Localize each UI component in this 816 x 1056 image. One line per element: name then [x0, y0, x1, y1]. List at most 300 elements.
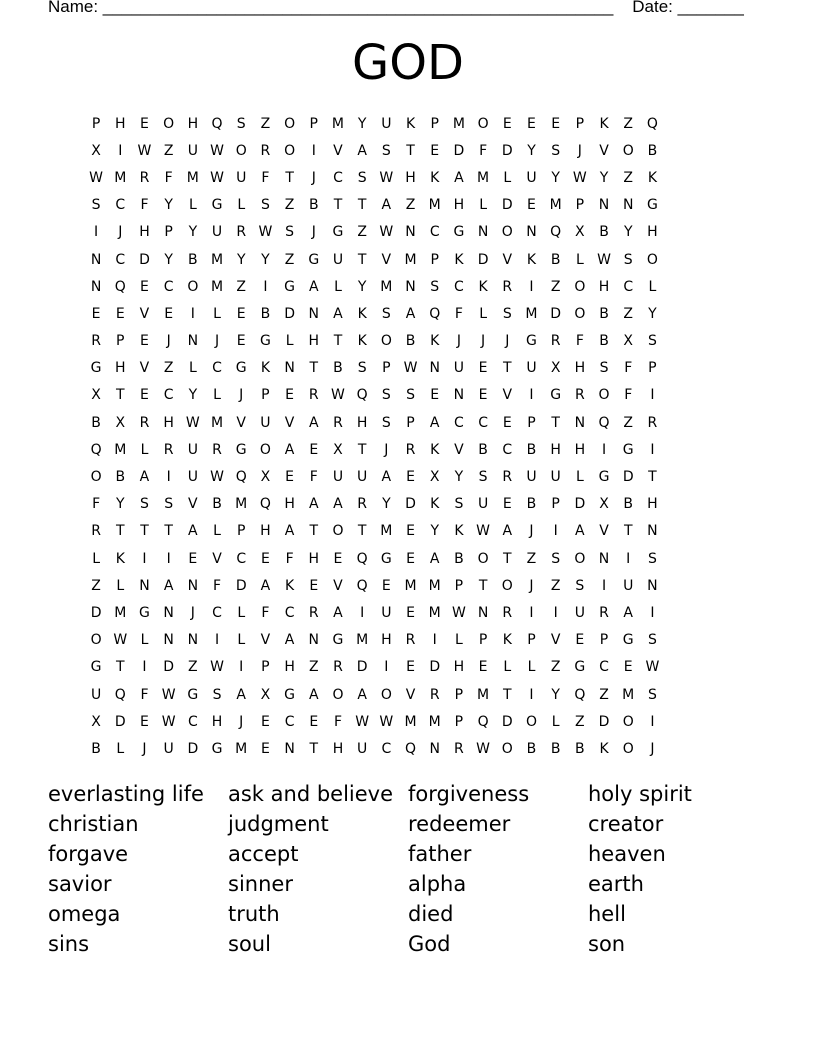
grid-letter: A: [357, 142, 367, 159]
grid-letter: S: [381, 305, 391, 322]
grid-letter: U: [90, 686, 102, 703]
grid-letter: I: [601, 577, 607, 594]
grid-letter: J: [650, 740, 655, 757]
grid-letter: P: [527, 414, 536, 431]
grid-letter: W: [403, 360, 418, 377]
grid-letter: P: [430, 251, 439, 268]
grid-letter: D: [187, 740, 199, 757]
grid-letter: X: [91, 142, 101, 159]
grid-letter: Q: [356, 550, 368, 567]
grid-letter: C: [163, 387, 174, 404]
grid-letter: W: [210, 659, 224, 676]
grid-letter: D: [114, 713, 126, 730]
grid-letter: A: [502, 523, 513, 540]
grid-letter: X: [91, 387, 101, 404]
grid-letter: E: [430, 387, 440, 404]
grid-letter: L: [575, 469, 584, 486]
grid-letter: P: [236, 523, 246, 540]
grid-letter: K: [526, 251, 537, 268]
grid-letter: O: [477, 115, 489, 132]
grid-letter: R: [405, 441, 416, 458]
grid-letter: Q: [114, 686, 126, 703]
grid-row: [84, 491, 744, 518]
grid-letter: D: [453, 142, 465, 159]
grid-letter: L: [237, 197, 246, 214]
grid-letter: G: [622, 632, 634, 649]
grid-letter: A: [381, 197, 392, 214]
grid-letter: F: [309, 469, 318, 486]
word-list-item: sinner: [228, 872, 293, 896]
grid-letter: F: [285, 550, 294, 567]
grid-letter: V: [502, 387, 513, 404]
word-list-item: son: [588, 932, 626, 956]
grid-letter: N: [163, 604, 174, 621]
grid-letter: H: [647, 224, 658, 241]
grid-letter: T: [357, 251, 367, 268]
word-list-item: hell: [588, 902, 626, 926]
grid-letter: D: [163, 659, 175, 676]
grid-letter: N: [163, 632, 174, 649]
grid-letter: S: [164, 496, 174, 513]
grid-letter: C: [212, 360, 222, 377]
grid-letter: W: [258, 224, 273, 241]
grid-letter: K: [454, 251, 464, 268]
grid-letter: W: [137, 142, 152, 159]
word-list-item: creator: [588, 812, 664, 836]
grid-letter: M: [114, 441, 127, 458]
grid-letter: O: [622, 142, 634, 159]
grid-letter: U: [526, 360, 537, 377]
grid-letter: D: [90, 604, 102, 621]
grid-letter: I: [626, 550, 631, 567]
grid-letter: N: [622, 197, 634, 214]
grid-letter: H: [284, 659, 295, 676]
grid-letter: W: [476, 523, 491, 540]
grid-letter: U: [381, 604, 392, 621]
grid-letter: M: [477, 686, 490, 703]
grid-letter: X: [115, 414, 126, 431]
grid-letter: Y: [527, 142, 536, 159]
grid-letter: R: [308, 387, 319, 404]
grid-letter: R: [333, 414, 343, 431]
grid-letter: K: [478, 278, 488, 295]
grid-letter: H: [284, 496, 295, 513]
grid-letter: Z: [623, 115, 634, 132]
grid-letter: I: [650, 604, 655, 621]
grid-letter: T: [333, 197, 343, 214]
grid-letter: F: [479, 142, 488, 159]
word-list-item: heaven: [588, 842, 666, 866]
grid-row: [84, 545, 744, 572]
grid-letter: K: [430, 333, 440, 350]
grid-letter: L: [213, 387, 221, 404]
grid-letter: E: [115, 305, 125, 322]
grid-letter: Y: [430, 523, 439, 540]
grid-letter: I: [384, 659, 389, 676]
grid-letter: S: [285, 224, 295, 241]
grid-letter: H: [405, 169, 416, 186]
grid-letter: F: [624, 387, 633, 404]
grid-letter: N: [90, 251, 102, 268]
grid-letter: T: [164, 523, 173, 540]
grid-letter: L: [455, 632, 463, 649]
grid-letter: G: [598, 469, 610, 486]
grid-letter: N: [90, 278, 102, 295]
grid-letter: M: [356, 632, 369, 649]
grid-letter: L: [213, 305, 221, 322]
grid-letter: U: [381, 115, 392, 132]
grid-letter: V: [212, 550, 222, 567]
grid-letter: R: [429, 686, 440, 703]
grid-letter: H: [187, 115, 199, 132]
grid-letter: D: [598, 713, 610, 730]
grid-letter: T: [309, 740, 319, 757]
grid-letter: A: [333, 496, 343, 513]
grid-letter: I: [239, 659, 244, 676]
grid-letter: C: [187, 713, 198, 730]
grid-letter: K: [647, 169, 657, 186]
grid-letter: I: [432, 632, 437, 649]
grid-letter: Z: [550, 659, 561, 676]
grid-letter: R: [236, 224, 247, 241]
grid-letter: E: [236, 333, 246, 350]
grid-letter: Y: [454, 469, 464, 486]
grid-letter: L: [140, 441, 149, 458]
grid-letter: J: [239, 387, 244, 404]
grid-letter: O: [501, 577, 513, 594]
grid-letter: D: [622, 469, 634, 486]
grid-letter: F: [333, 713, 342, 730]
grid-letter: J: [384, 441, 389, 458]
grid-letter: M: [186, 169, 199, 186]
grid-letter: A: [333, 305, 343, 322]
grid-letter: T: [503, 550, 512, 567]
grid-letter: S: [381, 414, 391, 431]
grid-letter: Y: [164, 251, 173, 268]
grid-letter: D: [235, 577, 247, 594]
grid-letter: V: [502, 251, 513, 268]
grid-letter: P: [454, 686, 464, 703]
grid-letter: A: [284, 523, 295, 540]
grid-letter: A: [139, 469, 150, 486]
grid-letter: Z: [260, 115, 271, 132]
grid-letter: N: [405, 224, 416, 241]
grid-letter: N: [647, 523, 658, 540]
grid-letter: O: [380, 333, 392, 350]
grid-letter: W: [355, 713, 370, 730]
grid-row: [84, 463, 744, 490]
grid-letter: N: [598, 197, 610, 214]
word-list-item: omega: [48, 902, 121, 926]
grid-letter: Z: [163, 142, 174, 159]
grid-letter: E: [140, 115, 149, 132]
grid-letter: P: [551, 496, 560, 513]
grid-letter: U: [526, 469, 537, 486]
grid-letter: L: [334, 278, 342, 295]
grid-letter: M: [428, 197, 441, 214]
grid-letter: A: [333, 604, 343, 621]
grid-letter: U: [332, 251, 344, 268]
word-list-item: ask and believe: [228, 782, 394, 806]
grid-letter: N: [284, 360, 295, 377]
grid-letter: H: [356, 414, 368, 431]
grid-letter: R: [139, 169, 150, 186]
grid-letter: B: [405, 333, 416, 350]
grid-letter: I: [263, 278, 268, 295]
word-list-item: judgment: [228, 812, 329, 836]
grid-letter: B: [333, 360, 343, 377]
grid-letter: C: [163, 278, 174, 295]
grid-letter: G: [139, 604, 150, 621]
grid-letter: B: [188, 251, 198, 268]
grid-letter: R: [405, 632, 416, 649]
grid-letter: J: [214, 333, 220, 350]
grid-letter: T: [309, 523, 319, 540]
grid-letter: P: [454, 713, 464, 730]
grid-letter: Z: [599, 686, 609, 703]
grid-letter: I: [142, 550, 147, 567]
grid-letter: Q: [211, 115, 223, 132]
grid-letter: Z: [526, 550, 537, 567]
grid-letter: R: [574, 387, 585, 404]
grid-letter: H: [381, 632, 392, 649]
grid-letter: W: [210, 169, 224, 186]
grid-letter: E: [478, 387, 488, 404]
grid-letter: M: [114, 604, 127, 621]
grid-letter: D: [550, 305, 562, 322]
grid-letter: S: [260, 197, 270, 214]
grid-letter: Q: [646, 115, 658, 132]
grid-letter: B: [91, 414, 101, 431]
grid-letter: G: [646, 197, 658, 214]
grid-row: [84, 300, 744, 327]
grid-letter: I: [529, 387, 534, 404]
grid-letter: V: [454, 441, 464, 458]
grid-letter: F: [164, 169, 173, 186]
grid-letter: T: [551, 414, 560, 431]
grid-letter: A: [308, 496, 319, 513]
grid-letter: M: [404, 251, 417, 268]
grid-letter: H: [308, 333, 320, 350]
grid-letter: G: [308, 251, 320, 268]
grid-letter: E: [478, 659, 488, 676]
grid-letter: S: [212, 686, 222, 703]
grid-letter: C: [454, 414, 464, 431]
grid-letter: O: [501, 740, 513, 757]
grid-letter: P: [116, 333, 125, 350]
grid-letter: D: [356, 659, 368, 676]
grid-letter: X: [333, 441, 343, 458]
grid-letter: O: [332, 686, 344, 703]
grid-letter: E: [260, 550, 270, 567]
grid-row: [84, 627, 744, 654]
grid-letter: K: [357, 333, 367, 350]
grid-letter: O: [574, 550, 586, 567]
grid-letter: T: [503, 686, 512, 703]
grid-letter: B: [623, 496, 634, 513]
grid-letter: U: [623, 577, 634, 594]
grid-letter: S: [623, 251, 633, 268]
grid-letter: W: [476, 740, 491, 757]
grid-letter: A: [429, 414, 440, 431]
grid-letter: E: [309, 577, 319, 594]
grid-letter: F: [213, 577, 222, 594]
grid-letter: J: [577, 142, 582, 159]
grid-letter: E: [575, 632, 585, 649]
grid-letter: Y: [116, 496, 125, 513]
grid-letter: Z: [550, 577, 561, 594]
grid-row: [84, 436, 744, 463]
grid-letter: Z: [405, 197, 416, 214]
grid-letter: S: [357, 169, 367, 186]
grid-letter: V: [139, 360, 150, 377]
grid-letter: P: [430, 115, 439, 132]
grid-letter: G: [235, 360, 247, 377]
grid-letter: A: [308, 414, 319, 431]
grid-letter: M: [549, 197, 562, 214]
grid-letter: X: [260, 469, 271, 486]
grid-letter: J: [481, 333, 486, 350]
grid-letter: X: [91, 713, 101, 730]
grid-letter: C: [284, 604, 295, 621]
grid-letter: M: [210, 251, 224, 268]
grid-letter: Y: [551, 169, 560, 186]
grid-letter: M: [525, 305, 538, 322]
grid-letter: H: [453, 197, 465, 214]
grid-letter: L: [213, 523, 221, 540]
grid-letter: B: [550, 251, 561, 268]
grid-letter: T: [116, 387, 125, 404]
grid-letter: P: [575, 115, 585, 132]
word-list-item: redeemer: [408, 812, 511, 836]
grid-letter: G: [550, 387, 562, 404]
grid-letter: Z: [357, 224, 367, 241]
grid-letter: V: [381, 251, 392, 268]
grid-letter: J: [239, 713, 244, 730]
grid-letter: T: [648, 469, 657, 486]
grid-letter: C: [381, 740, 392, 757]
grid-letter: W: [645, 659, 660, 676]
grid-letter: C: [333, 169, 343, 186]
grid-row: [84, 355, 744, 382]
grid-letter: I: [214, 632, 220, 649]
grid-letter: H: [308, 550, 320, 567]
grid-letter: D: [501, 142, 513, 159]
grid-letter: G: [259, 333, 271, 350]
grid-letter: K: [405, 115, 416, 132]
grid-letter: N: [308, 305, 320, 322]
grid-letter: S: [599, 360, 609, 377]
grid-letter: V: [599, 523, 609, 540]
grid-letter: N: [647, 577, 658, 594]
grid-letter: S: [647, 686, 657, 703]
grid-letter: I: [553, 604, 558, 621]
grid-letter: W: [113, 632, 128, 649]
grid-letter: Q: [259, 496, 271, 513]
grid-letter: L: [285, 333, 294, 350]
grid-letter: N: [477, 604, 489, 621]
grid-letter: A: [236, 686, 246, 703]
grid-letter: V: [550, 632, 561, 649]
grid-letter: H: [260, 523, 271, 540]
grid-letter: I: [94, 224, 99, 241]
grid-letter: U: [526, 169, 537, 186]
grid-letter: Z: [550, 278, 561, 295]
grid-letter: Q: [429, 305, 441, 322]
grid-letter: Q: [598, 414, 610, 431]
grid-letter: B: [91, 740, 101, 757]
grid-letter: J: [190, 604, 195, 621]
grid-letter: Q: [550, 224, 562, 241]
grid-letter: P: [261, 387, 270, 404]
word-list-item: soul: [228, 932, 271, 956]
grid-letter: Q: [477, 713, 489, 730]
grid-letter: L: [551, 713, 560, 730]
grid-letter: O: [284, 142, 296, 159]
grid-letter: C: [599, 659, 609, 676]
grid-letter: E: [502, 496, 512, 513]
grid-letter: A: [405, 305, 416, 322]
grid-letter: F: [140, 686, 149, 703]
grid-letter: N: [526, 224, 537, 241]
grid-letter: E: [551, 115, 561, 132]
grid-letter: I: [190, 305, 195, 322]
grid-letter: J: [456, 333, 461, 350]
grid-letter: S: [647, 333, 657, 350]
grid-letter: O: [525, 713, 537, 730]
grid-letter: I: [650, 441, 655, 458]
grid-letter: W: [161, 686, 176, 703]
grid-letter: V: [333, 142, 343, 159]
grid-letter: A: [381, 469, 392, 486]
grid-letter: L: [237, 604, 246, 621]
grid-letter: F: [261, 169, 270, 186]
grid-letter: O: [187, 278, 199, 295]
grid-letter: E: [406, 469, 415, 486]
grid-letter: W: [379, 713, 394, 730]
grid-letter: W: [161, 713, 176, 730]
grid-letter: N: [308, 632, 320, 649]
grid-letter: K: [430, 496, 440, 513]
grid-letter: P: [91, 115, 101, 132]
grid-letter: E: [236, 305, 246, 322]
grid-letter: O: [501, 224, 513, 241]
grid-letter: Z: [188, 659, 198, 676]
grid-letter: J: [311, 169, 316, 186]
grid-letter: P: [599, 632, 609, 649]
grid-letter: E: [140, 278, 149, 295]
grid-letter: I: [529, 604, 534, 621]
grid-letter: S: [236, 115, 246, 132]
grid-letter: N: [598, 550, 610, 567]
grid-letter: M: [380, 523, 393, 540]
grid-letter: S: [551, 142, 561, 159]
grid-letter: G: [622, 441, 634, 458]
grid-letter: E: [140, 387, 149, 404]
grid-letter: K: [115, 550, 125, 567]
grid-letter: I: [118, 142, 123, 159]
grid-letter: N: [187, 333, 199, 350]
grid-letter: B: [212, 496, 222, 513]
grid-row: [84, 409, 744, 436]
grid-letter: L: [237, 632, 246, 649]
grid-letter: W: [89, 169, 104, 186]
grid-letter: H: [115, 115, 126, 132]
grid-letter: R: [308, 604, 319, 621]
grid-letter: U: [477, 496, 489, 513]
grid-letter: R: [502, 604, 513, 621]
grid-letter: A: [623, 604, 633, 621]
